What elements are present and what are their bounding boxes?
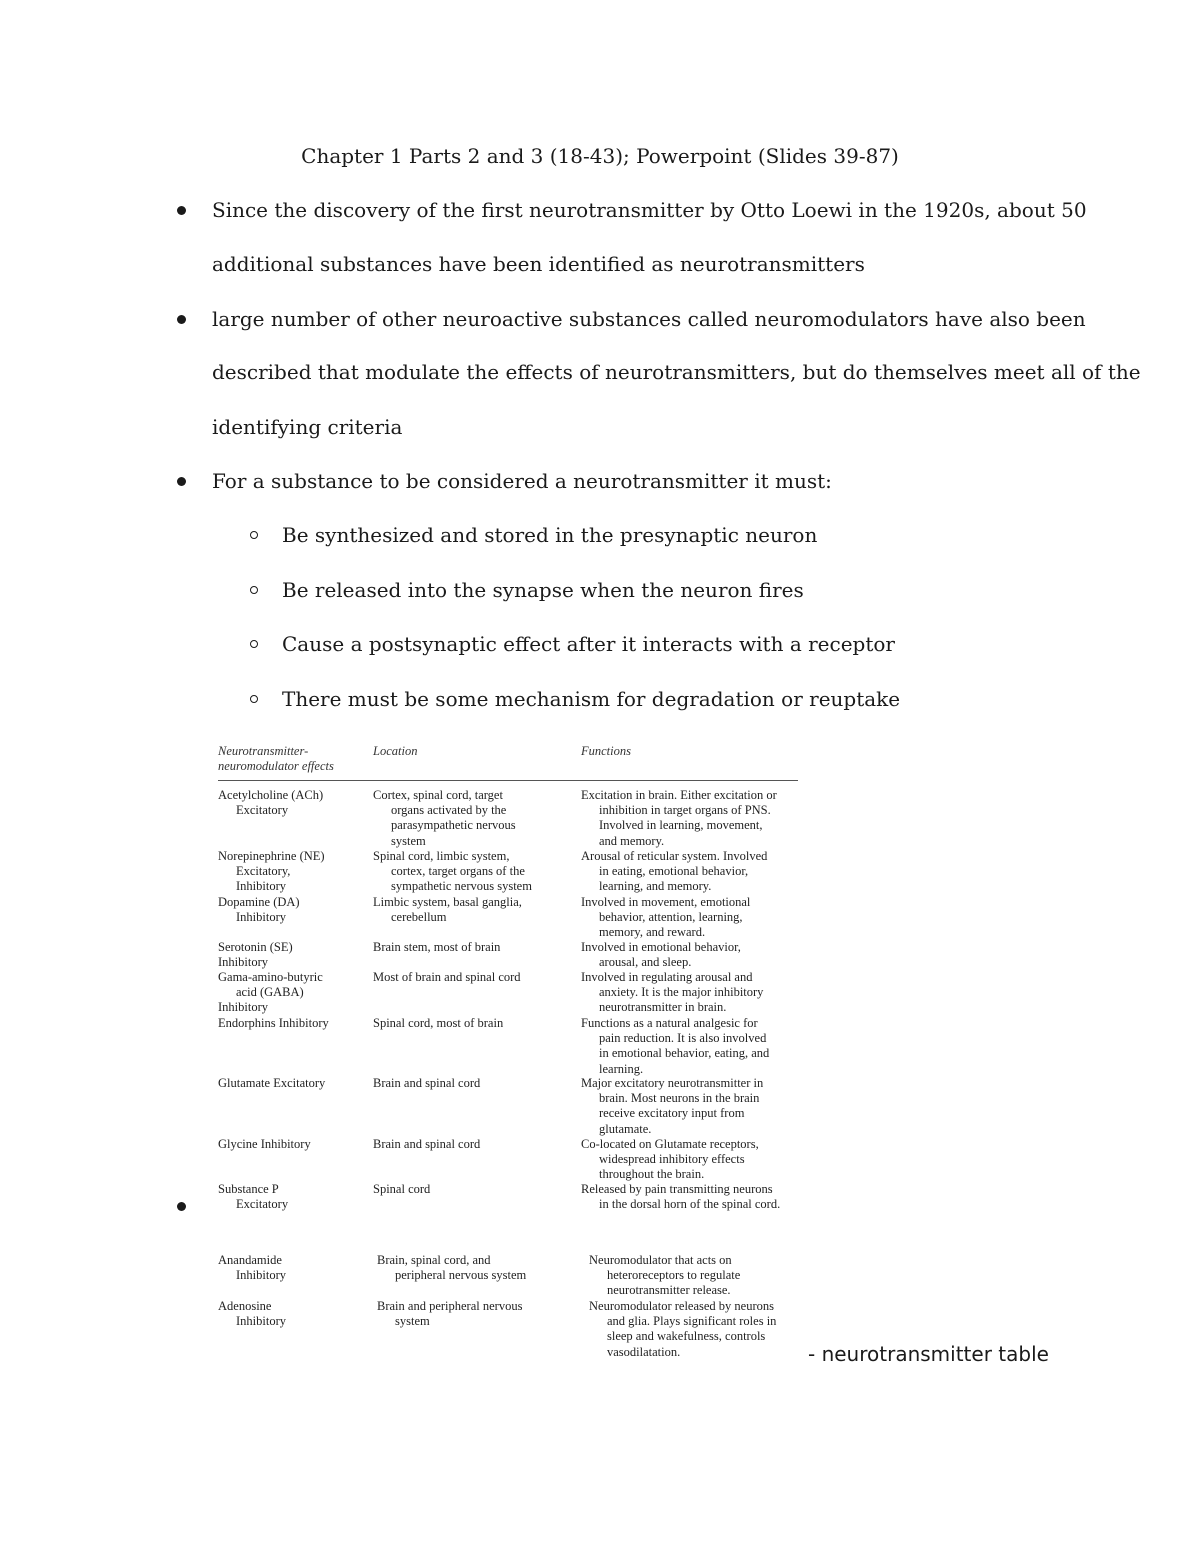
table-cell-line: Functions as a natural analgesic for — [581, 1016, 758, 1030]
table-cell-location — [373, 788, 516, 849]
table-cell-line: Glutamate Excitatory — [218, 1076, 326, 1090]
table-cell-effects — [218, 1253, 286, 1283]
table-cell-line: Serotonin (SE) — [218, 940, 293, 954]
table-cell-location — [373, 1182, 430, 1197]
header-effects-line: Neurotransmitter- — [218, 744, 309, 758]
table-cell-line: in emotional behavior, eating, and — [599, 1046, 770, 1061]
table-cell-line: Major excitatory neurotransmitter in — [581, 1076, 764, 1090]
table-cell-effects — [218, 895, 300, 925]
table-cell-line: Inhibitory — [236, 1268, 286, 1283]
bullet-icon — [177, 477, 186, 486]
circle-bullet-icon — [250, 586, 258, 594]
table-cell-location — [373, 1137, 480, 1152]
bullet-1-line-2: additional substances have been identified as neurotransmitters — [212, 252, 865, 276]
table-cell-line: sleep and wakefulness, controls — [607, 1329, 766, 1344]
table-cell-line: inhibition in target organs of PNS. — [599, 803, 771, 818]
sub-bullet-4: There must be some mechanism for degradation or reuptake — [282, 687, 901, 711]
table-cell-functions — [581, 1016, 769, 1077]
table-cell-functions — [581, 970, 763, 1016]
table-cell-line: Spinal cord, most of brain — [373, 1016, 504, 1030]
table-cell-effects — [218, 1137, 311, 1152]
table-cell-line: Limbic system, basal ganglia, — [373, 895, 522, 909]
circle-bullet-icon — [250, 531, 258, 539]
table-cell-line: neurotransmitter release. — [607, 1283, 731, 1298]
table-cell-location — [373, 1016, 503, 1031]
table-cell-line: vasodilatation. — [607, 1344, 681, 1359]
table-caption: - neurotransmitter table — [808, 1342, 1049, 1366]
table-cell-line: widespread inhibitory effects — [599, 1152, 745, 1167]
sub-bullet-1: Be synthesized and stored in the presynaptic neuron — [282, 523, 818, 547]
table-cell-functions — [581, 788, 777, 849]
table-cell-line: Excitatory — [236, 803, 289, 818]
table-cell-line: Involved in learning, movement, — [599, 818, 763, 833]
table-cell-line: Excitation in brain. Either excitation or — [581, 788, 777, 802]
table-cell-line: Norepinephrine (NE) — [218, 849, 325, 863]
table-cell-line: memory, and reward. — [599, 925, 706, 940]
table-cell-line: acid (GABA) — [236, 985, 304, 1000]
neurotransmitter-table — [218, 744, 800, 1364]
table-cell-line: and glia. Plays significant roles in — [607, 1314, 777, 1329]
table-cell-line: Anandamide — [218, 1253, 282, 1267]
table-cell-line: Co-located on Glutamate receptors, — [581, 1137, 759, 1151]
table-cell-location — [377, 1253, 526, 1283]
table-cell-functions — [589, 1253, 740, 1299]
table-cell-line: learning, and memory. — [599, 879, 712, 894]
table-cell-line: anxiety. It is the major inhibitory — [599, 985, 764, 1000]
circle-bullet-icon — [250, 640, 258, 648]
table-cell-line: heteroreceptors to regulate — [607, 1268, 741, 1283]
table-cell-location — [373, 970, 521, 985]
table-cell-location — [373, 1076, 480, 1091]
table-cell-line: behavior, attention, learning, — [599, 910, 743, 925]
table-cell-line: Brain stem, most of brain — [373, 940, 501, 954]
table-cell-line: arousal, and sleep. — [599, 955, 692, 970]
table-cell-line: Brain and spinal cord — [373, 1137, 481, 1151]
bullet-2-line-2: described that modulate the effects of neurotransmitters, but do themselves meet all of the — [212, 360, 1141, 384]
table-cell-line: Most of brain and spinal cord — [373, 970, 521, 984]
bullet-1-line-1: Since the discovery of the first neurotransmitter by Otto Loewi in the 1920s, about 50 — [212, 198, 1087, 222]
table-cell-effects — [218, 849, 325, 895]
table-cell-line: Brain and spinal cord — [373, 1076, 481, 1090]
table-cell-effects — [218, 788, 323, 818]
table-cell-location — [377, 1299, 522, 1329]
header-effects — [218, 744, 334, 774]
table-cell-line: receive excitatory input from — [599, 1106, 745, 1121]
bullet-3-line-1: For a substance to be considered a neurotransmitter it must: — [212, 469, 832, 493]
table-cell-line: Cortex, spinal cord, target — [373, 788, 503, 802]
table-cell-location — [373, 849, 532, 895]
sub-bullet-3: Cause a postsynaptic effect after it interacts with a receptor — [282, 632, 895, 656]
table-cell-location — [373, 940, 500, 955]
circle-bullet-icon — [250, 695, 258, 703]
table-cell-functions — [581, 849, 767, 895]
header-divider — [218, 780, 798, 781]
header-location: Location — [373, 744, 418, 758]
table-cell-line: Inhibitory — [236, 879, 286, 894]
table-cell-line: Involved in movement, emotional — [581, 895, 751, 909]
table-cell-line: peripheral nervous system — [395, 1268, 527, 1283]
table-cell-functions — [581, 1182, 780, 1212]
sub-bullet-2: Be released into the synapse when the neuron fires — [282, 578, 804, 602]
table-cell-line: and memory. — [599, 833, 665, 848]
bullet-icon — [177, 1202, 186, 1211]
bullet-icon — [177, 206, 186, 215]
table-cell-line: Involved in emotional behavior, — [581, 940, 741, 954]
table-cell-effects — [218, 1182, 288, 1212]
table-cell-line: Glycine Inhibitory — [218, 1137, 311, 1151]
table-cell-effects — [218, 1076, 325, 1091]
bullet-icon — [177, 315, 186, 324]
table-cell-line: Inhibitory — [218, 955, 268, 970]
table-cell-line: parasympathetic nervous — [391, 818, 516, 833]
table-cell-effects — [218, 1299, 286, 1329]
table-cell-line: Excitatory, — [236, 864, 291, 879]
table-cell-line: Arousal of reticular system. Involved — [581, 849, 768, 863]
table-cell-line: neurotransmitter in brain. — [599, 1000, 727, 1015]
table-cell-line: Endorphins Inhibitory — [218, 1016, 329, 1030]
table-cell-line: Brain, spinal cord, and — [377, 1253, 491, 1267]
table-cell-line: glutamate. — [599, 1121, 652, 1136]
page-title: Chapter 1 Parts 2 and 3 (18-43); Powerpoint (Slides 39-87) — [301, 144, 899, 168]
table-cell-effects — [218, 1016, 329, 1031]
table-cell-line: Inhibitory — [236, 910, 286, 925]
bullet-2-line-3: identifying criteria — [212, 415, 403, 439]
table-cell-line: Substance P — [218, 1182, 279, 1196]
table-cell-line: system — [395, 1314, 430, 1329]
table-cell-functions — [581, 1137, 759, 1183]
table-cell-line: system — [391, 833, 426, 848]
table-cell-functions — [581, 895, 750, 941]
table-cell-line: cortex, target organs of the — [391, 864, 525, 879]
table-cell-line: Neuromodulator that acts on — [589, 1253, 732, 1267]
table-cell-line: pain reduction. It is also involved — [599, 1031, 767, 1046]
table-cell-line: Gama-amino-butyric — [218, 970, 323, 984]
table-cell-line: cerebellum — [391, 910, 447, 925]
table-cell-line: Brain and peripheral nervous — [377, 1299, 523, 1313]
table-cell-line: learning. — [599, 1061, 644, 1076]
table-cell-line: in eating, emotional behavior, — [599, 864, 749, 879]
table-cell-line: Neuromodulator released by neurons — [589, 1299, 775, 1313]
table-cell-effects — [218, 970, 323, 1016]
table-cell-line: Acetylcholine (ACh) — [218, 788, 324, 802]
table-cell-line: sympathetic nervous system — [391, 879, 532, 894]
table-cell-functions — [589, 1299, 776, 1360]
table-cell-line: Involved in regulating arousal and — [581, 970, 753, 984]
header-effects-line: neuromodulator effects — [218, 759, 334, 773]
table-cell-line: organs activated by the — [391, 803, 507, 818]
table-cell-line: Spinal cord, limbic system, — [373, 849, 510, 863]
table-cell-line: in the dorsal horn of the spinal cord. — [599, 1197, 781, 1212]
table-cell-line: Adenosine — [218, 1299, 272, 1313]
table-cell-line: Inhibitory — [236, 1314, 286, 1329]
bullet-2-line-1: large number of other neuroactive substances called neuromodulators have also been — [212, 307, 1086, 331]
table-cell-line: Excitatory — [236, 1197, 289, 1212]
table-cell-line: Dopamine (DA) — [218, 895, 300, 909]
table-cell-line: Spinal cord — [373, 1182, 431, 1196]
table-cell-functions — [581, 940, 741, 970]
table-cell-line: throughout the brain. — [599, 1167, 705, 1182]
table-cell-line: brain. Most neurons in the brain — [599, 1091, 760, 1106]
table-cell-effects — [218, 940, 293, 970]
header-functions: Functions — [581, 744, 631, 758]
table-cell-functions — [581, 1076, 763, 1137]
table-cell-line: Inhibitory — [218, 1000, 268, 1015]
table-cell-line: Released by pain transmitting neurons — [581, 1182, 773, 1196]
table-cell-location — [373, 895, 522, 925]
